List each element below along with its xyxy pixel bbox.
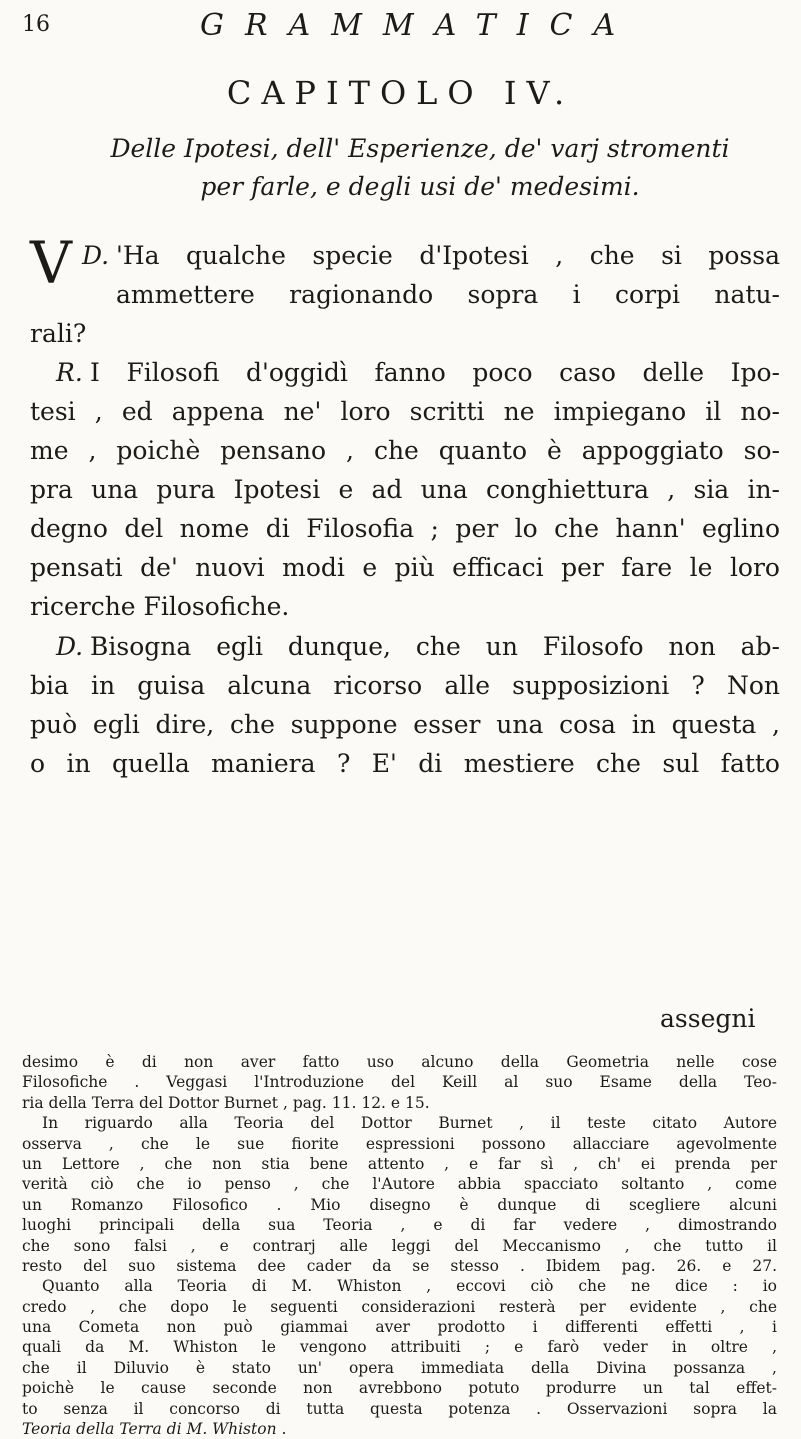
chapter-subtitle-line-1: Delle Ipotesi, dell' Esperienze, de' varj stromenti [110,134,730,163]
chapter-heading: CAPITOLO IV. [226,74,575,112]
text-line: me , poichè pensano , che quanto è appoggiato so- [30,436,780,465]
footnote-line: una Cometa non può giammai aver prodotto i differenti effetti , i [22,1318,777,1337]
text-line: tesi , ed appena ne' loro scritti ne impiegano il no- [30,397,780,426]
footnote-line: un Romanzo Filosofico . Mio disegno è dunque di scegliere alcuni [22,1195,777,1214]
chapter-subtitle-line-2: per farle, e degli usi de' medesimi. [200,172,640,201]
text-line: ricerche Filosofiche. [30,592,290,621]
footnote-line: Quanto alla Teoria di M. Whiston , eccovi ciò che ne dice : io [42,1277,777,1296]
text-line: bia in guisa alcuna ricorso alle supposizioni ? Non [30,671,780,700]
drop-cap: V [30,229,72,297]
text-line: può egli dire, che suppone esser una cosa in questa , [30,710,780,739]
footnote-line: credo , che dopo le seguenti considerazioni resterà per evidente , che [22,1297,777,1316]
text-line: rali? [30,319,87,348]
text-line: D. V 'Ha qualche specie d'Ipotesi , che si possa [30,229,780,297]
footnote-line: verità ciò che io penso , che l'Autore abbia spacciato soltanto , come [22,1175,777,1194]
footnote-line: Teoria della Terra di M. Whiston . [22,1420,287,1439]
footnote-line: to senza il concorso di tutta questa potenza . Osservazioni sopra la [22,1399,777,1418]
footnote-line: desimo è di non aver fatto uso alcuno della Geometria nelle cose [22,1053,777,1071]
footnote-line: ria della Terra del Dottor Burnet , pag. 11. 12. e 15. [22,1093,430,1112]
text-line: pra una pura Ipotesi e ad una conghiettura , sia in- [30,475,780,504]
footnote-line: che il Diluvio è stato un' opera immediata della Divina possanza , [22,1358,777,1377]
question-paragraph-2 [30,627,780,783]
footnote-line: un Lettore , che non stia bene attento , e far sì , ch' ei prenda per [22,1154,777,1173]
footnote-line: che sono falsi , e contrarj alle leggi del Meccanismo , che tutto il [22,1236,777,1255]
running-title: GRAMMATICA [200,8,637,43]
footnote-line: osserva , che le sue fiorite espressioni possono allacciare agevolmente [22,1134,777,1153]
footnote [22,1052,777,1439]
text-line: D. Bisogna egli dunque, che un Filosofo non ab- [30,627,780,666]
footnote-line: luoghi principali della sua Teoria , e di far vedere , dimostrando [22,1216,777,1235]
text-line: R. I Filosofi d'oggidì fanno poco caso delle Ipo- [30,353,780,392]
speaker-label: R. [56,358,83,387]
speaker-label: D. [56,632,84,661]
page-number: 16 [22,12,50,37]
running-head [0,8,801,54]
text-line: o in quella maniera ? E' di mestiere che sul fatto [30,749,780,778]
footnote-line: Filosofiche . Veggasi l'Introduzione del Keill al suo Esame della Teo- [22,1073,777,1092]
footnote-line: quali da M. Whiston le vengono attribuiti ; e farò veder in oltre , [22,1338,777,1357]
text-line: ammettere ragionando sopra i corpi natu- [116,280,780,309]
speaker-label: D. [82,241,110,270]
catchword: assegni [660,1004,756,1033]
footnote-line: resto del suo sistema dee cader da se stesso . Ibidem pag. 26. e 27. [22,1256,777,1275]
text-line: pensati de' nuovi modi e più efficaci per fare le loro [30,553,780,582]
answer-paragraph [30,353,780,626]
chapter-subtitle [70,130,770,206]
text-line: degno del nome di Filosofia ; per lo che hann' eglino [30,514,780,543]
question-paragraph-1 [30,229,780,353]
footnote-line: In riguardo alla Teoria del Dottor Burnet , il teste citato Autore [42,1114,777,1133]
footnote-line: poichè le cause seconde non avrebbono potuto produrre un tal effet- [22,1379,777,1398]
